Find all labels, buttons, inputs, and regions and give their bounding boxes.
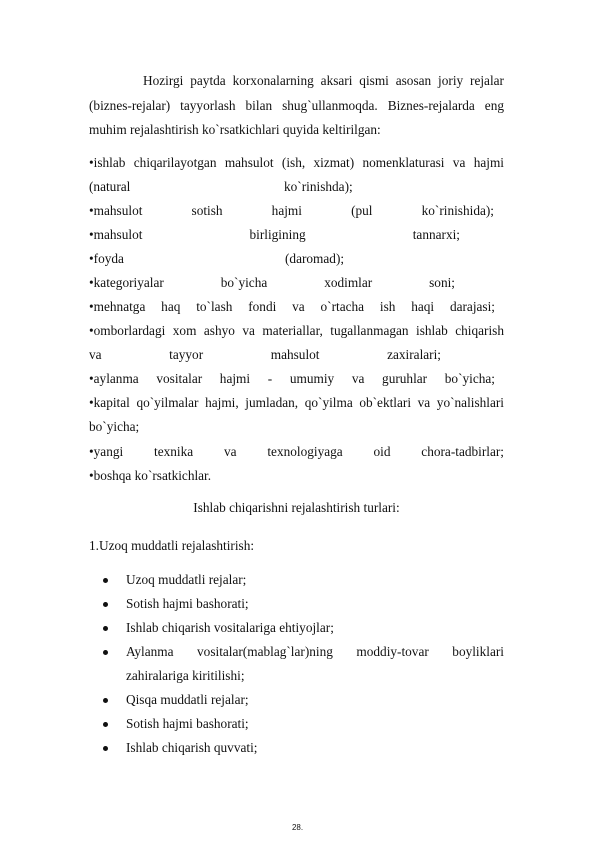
- bullet-icon: [103, 746, 108, 751]
- list-item-text: Aylanma vositalar(mablag`lar)ning moddiy-tovar boyliklari: [126, 644, 504, 659]
- indicator-line-6: •kategoriyalar bo`yicha xodimlar soni;: [89, 275, 455, 290]
- indicator-line-5b: (daromad);: [285, 251, 345, 266]
- subsection-title: 1.Uzoq muddatli rejalashtirish:: [89, 538, 255, 553]
- indicator-line-5a: •foyda: [89, 251, 124, 266]
- bullet-icon: [103, 650, 108, 655]
- intro-line-1: Hozirgi paytda korxonalarning aksari qismi asosan joriy rejalar: [143, 73, 504, 88]
- bullet-icon: [103, 578, 108, 583]
- indicator-line-1: •ishlab chiqarilayotgan mahsulot (ish, xizmat) nomenklaturasi va hajmi: [89, 155, 504, 170]
- list-item-text: Qisqa muddatli rejalar;: [126, 692, 249, 707]
- bullet-icon: [103, 602, 108, 607]
- indicator-line-2a: (natural: [89, 179, 131, 194]
- bullet-icon: [103, 626, 108, 631]
- indicator-line-14: •boshqa ko`rsatkichlar.: [89, 468, 212, 483]
- indicator-line-5: [89, 251, 504, 267]
- indicator-line-13: •yangi texnika va texnologiyaga oid chora-tadbirlar;: [89, 444, 504, 459]
- indicator-line-8: •omborlardagi xom ashyo va materiallar, tugallanmagan ishlab chiqarish: [89, 323, 504, 338]
- indicator-line-3: •mahsulot sotish hajmi (pul ko`rinishida);: [89, 203, 494, 218]
- list-item-text: Ishlab chiqarish vositalariga ehtiyojlar;: [126, 620, 334, 635]
- indicator-line-11: •kapital qo`yilmalar hajmi, jumladan, qo`yilma ob`ektlari va yo`nalishlari: [89, 395, 504, 410]
- indicator-line-4: •mahsulot birligining tannarxi;: [89, 227, 460, 242]
- list-item-text: Ishlab chiqarish quvvati;: [126, 740, 258, 755]
- indicator-line-9: va tayyor mahsulot zaxiralari;: [89, 347, 441, 362]
- indicator-line-10: •aylanma vositalar hajmi - umumiy va guruhlar bo`yicha;: [89, 371, 495, 386]
- list-item-text: Uzoq muddatli rejalar;: [126, 572, 247, 587]
- indicator-line-2: [89, 179, 504, 195]
- indicator-line-2b: ko`rinishda);: [284, 179, 353, 194]
- indicator-line-7: •mehnatga haq to`lash fondi va o`rtacha ish haqi darajasi;: [89, 299, 495, 314]
- list-item-text: Sotish hajmi bashorati;: [126, 596, 249, 611]
- bullet-icon: [103, 698, 108, 703]
- section-title: Ishlab chiqarishni rejalashtirish turlari:: [193, 500, 400, 515]
- page-number: 28.: [291, 823, 304, 832]
- list-item-text: Sotish hajmi bashorati;: [126, 716, 249, 731]
- intro-line-2: (biznes-rejalar) tayyorlash bilan shug`ullanmoqda. Biznes-rejalarda eng: [89, 98, 504, 113]
- list-item-text: zahiralariga kiritilishi;: [126, 668, 245, 683]
- intro-line-3: muhim rejalashtirish ko`rsatkichlari quyida keltirilgan:: [89, 122, 381, 137]
- indicator-line-12: bo`yicha;: [89, 419, 140, 434]
- bullet-icon: [103, 722, 108, 727]
